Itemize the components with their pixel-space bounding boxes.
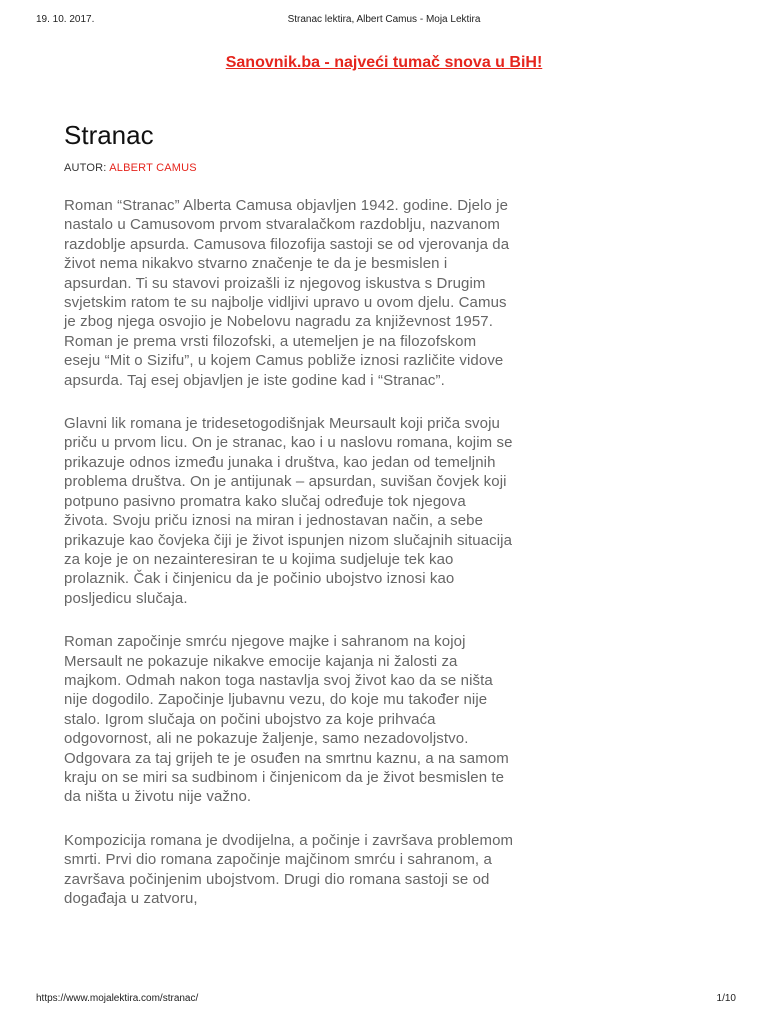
author-label: AUTOR: xyxy=(64,162,107,174)
article-title: Stranac xyxy=(64,120,154,150)
print-page-title: Stranac lektira, Albert Camus - Moja Lektira xyxy=(287,14,481,25)
author-line xyxy=(64,162,197,174)
print-date: 19. 10. 2017. xyxy=(36,14,95,25)
page-number: 1/10 xyxy=(716,993,736,1004)
paragraph-2: Glavni lik romana je tridesetogodišnjak Meursault koji priča svoju priču u prvom licu. On je stranac, kao i u naslovu romana, kojim se prikazuje odnos između junaka i društva, kao jedan od temeljnih problema društva. On je antijunak – apsurdan, suvišan čovjek koji potpuno pasivno promatra kako slučaj određuje tok njegova života. Svoju priču iznosi na miran i jednostavan način, a sebe prikazuje kao čovjeka čiji je život ispunjen nizom slučajnih situacija za koje je on nezainteresiran te u kojima sudjeluje tek kao prolaznik. Čak i činjenicu da je počinio ubojstvo iznosi kao posljedicu slučaja. xyxy=(64,415,513,607)
author-name-link[interactable]: ALBERT CAMUS xyxy=(109,162,197,174)
sponsored-link[interactable]: Sanovnik.ba - najveći tumač snova u BiH! xyxy=(225,54,543,71)
paragraph-4: Kompozicija romana je dvodijelna, a počinje i završava problemom smrti. Prvi dio romana započinje majčinom smrću i sahranom, a završava počinjenim ubojstvom. Drugi dio romana sastoji se od događaja u zatvoru, xyxy=(64,831,514,907)
print-footer xyxy=(0,993,768,1009)
paragraph-1: Roman “Stranac” Alberta Camusa objavljen 1942. godine. Djelo je nastalo u Camusovom prvom stvaralačkom razdoblju, nazvanom razdoblje apsurda. Camusova filozofija sastoji se od vjerovanja da život nema nikakvo stvarno značenje te da je besmislen i apsurdan. Ti su stavovi proizašli iz njegovog iskustva s Drugim svjetskim ratom te su najbolje vidljivi upravo u ovom djelu. Camus je zbog njega osvojio je Nobelovu nagradu za književnost 1957. Roman je prema vrsti filozofski, a utemeljen je na filozofskom eseju “Mit o Sizifu”, u kojem Camus pobliže iznosi različite vidove apsurda. Taj esej objavljen je iste godine kad i “Stranac”. xyxy=(64,197,510,389)
article-body xyxy=(64,196,514,932)
print-url: https://www.mojalektira.com/stranac/ xyxy=(36,993,199,1004)
print-header xyxy=(0,14,768,32)
paragraph-3: Roman započinje smrću njegove majke i sahranom na kojoj Mersault ne pokazuje nikakve emocije kajanja ni žalosti za majkom. Odmah nakon toga nastavlja svoj život kao da se ništa nije dogodilo. Započinje ljubavnu vezu, do koje mu također nije stalo. Igrom slučaja on počini ubojstvo za koje prihvaća odgovornost, ali ne pokazuje žaljenje, samo nezadovoljstvo. Odgovara za taj grijeh te je osuđen na smrtnu kaznu, a na samom kraju on se miri sa sudbinom i činjenicom da je život besmislen te da ništa u životu nije važno. xyxy=(64,633,509,806)
